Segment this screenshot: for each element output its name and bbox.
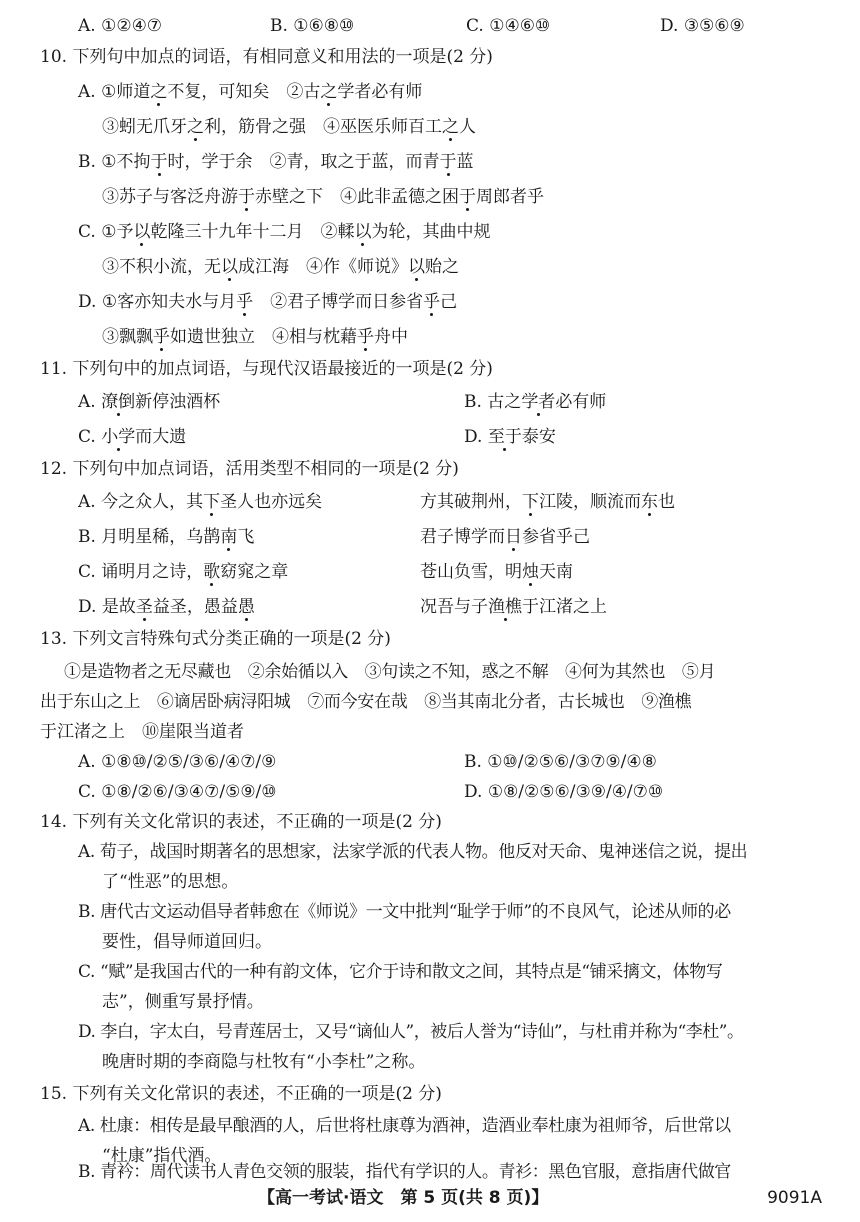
q10-option-b-line2: ③苏子与客泛舟游于赤壁之下 ④此非孟德之困于周郎者乎: [102, 187, 544, 207]
q14-option-c-line2: 志”，侧重写景抒情。: [102, 992, 264, 1012]
q10-option-a-line2: ③蚓无爪牙之利，筋骨之强 ④巫医乐师百工之人: [102, 117, 476, 137]
q12-option-d-right: 况吾与子渔樵于江渚之上: [420, 597, 607, 617]
q13-sentences-line2: 出于东山之上 ⑥谪居卧病浔阳城 ⑦而今安在哉 ⑧当其南北分者，古长城也 ⑨渔樵: [40, 692, 692, 712]
q15-option-b-line1: B. 青衿：周代读书人青色交领的服装，指代有学识的人。青衫：黑色官服，意指唐代做官: [78, 1162, 731, 1182]
q10-option-b-line1: B. ①不拘于时，学于余 ②青，取之于蓝，而青于蓝: [78, 152, 474, 172]
q13-option-c: C. ①⑧/②⑥/③④⑦/⑤⑨/⑩: [78, 782, 277, 802]
q10-option-c-line2: ③不积小流，无以成江海 ④作《师说》以贻之: [102, 257, 459, 277]
footer-title: 【高一考试·语文 第 5 页(共 8 页)】: [258, 1188, 549, 1208]
footer-code: 9091A: [767, 1188, 822, 1208]
q12-option-b-left: B. 月明星稀，乌鹊南飞: [78, 527, 255, 547]
q14-option-a-line1: A. 荀子，战国时期著名的思想家，法家学派的代表人物。他反对天命、鬼神迷信之说，提出: [78, 842, 748, 862]
q12-option-a-left: A. 今之众人，其下圣人也亦远矣: [78, 492, 323, 512]
q13-stem: 13. 下列文言特殊句式分类正确的一项是(2 分): [40, 629, 391, 649]
q14-option-d-line1: D. 李白，字太白，号青莲居士，又号“谪仙人”，被后人誉为“诗仙”，与杜甫并称为“李杜”。: [78, 1022, 744, 1042]
q13-option-b: B. ①⑩/②⑤⑥/③⑦⑨/④⑧: [464, 752, 657, 772]
q9-option-c: C. ①④⑥⑩: [466, 16, 551, 36]
q14-option-c-line1: C. “赋”是我国古代的一种有韵文体，它介于诗和散文之间，其特点是“铺采摛文，体物写: [78, 962, 723, 982]
q10-stem: 10. 下列句中加点的词语，有相同意义和用法的一项是(2 分): [40, 47, 493, 67]
q12-option-c-right: 苍山负雪，明烛天南: [420, 562, 573, 582]
q13-option-d: D. ①⑧/②⑤⑥/③⑨/④/⑦⑩: [464, 782, 664, 802]
q12-option-c-left: C. 诵明月之诗，歌窈窕之章: [78, 562, 289, 582]
q9-option-d: D. ③⑤⑥⑨: [660, 16, 745, 36]
q14-option-a-line2: 了“性恶”的思想。: [102, 872, 239, 892]
q15-option-a-line1: A. 杜康：相传是最早酿酒的人，后世将杜康尊为酒神，造酒业奉杜康为祖师爷，后世常以: [78, 1116, 731, 1136]
q12-option-b-right: 君子博学而日参省乎己: [420, 527, 590, 547]
q15-stem: 15. 下列有关文化常识的表述，不正确的一项是(2 分): [40, 1084, 442, 1104]
q13-sentences-line1: ①是造物者之无尽藏也 ②余始循以入 ③句读之不知，惑之不解 ④何为其然也 ⑤月: [64, 662, 716, 682]
q10-option-d-line1: D. ①客亦知夫水与月乎 ②君子博学而日参省乎己: [78, 292, 458, 312]
q9-option-a: A. ①②④⑦: [78, 16, 163, 36]
q14-stem: 14. 下列有关文化常识的表述，不正确的一项是(2 分): [40, 812, 442, 832]
q13-sentences-line3: 于江渚之上 ⑩崖限当道者: [40, 722, 244, 742]
q14-option-b-line1: B. 唐代古文运动倡导者韩愈在《师说》一文中批判“耻学于师”的不良风气，论述从师的必: [78, 902, 731, 922]
q13-option-a: A. ①⑧⑩/②⑤/③⑥/④⑦/⑨: [78, 752, 277, 772]
page-footer: [0, 1186, 860, 1210]
q10-option-d-line2: ③飘飘乎如遗世独立 ④相与枕藉乎舟中: [102, 327, 408, 347]
q11-option-d: D. 至于泰安: [464, 427, 556, 447]
q11-option-a: A. 潦倒新停浊酒杯: [78, 392, 221, 412]
q9-option-b: B. ①⑥⑧⑩: [270, 16, 355, 36]
q12-option-a-right: 方其破荆州，下江陵，顺流而东也: [420, 492, 675, 512]
q11-option-b: B. 古之学者必有师: [464, 392, 607, 412]
q15-option-a-line2: “杜康”指代酒。: [102, 1146, 222, 1166]
q12-stem: 12. 下列句中加点词语，活用类型不相同的一项是(2 分): [40, 459, 459, 479]
q12-option-d-left: D. 是故圣益圣，愚益愚: [78, 597, 255, 617]
q14-option-b-line2: 要性，倡导师道回归。: [102, 932, 272, 952]
q10-option-c-line1: C. ①予以乾隆三十九年十二月 ②輮以为轮，其曲中规: [78, 222, 491, 242]
q10-option-a-line1: A. ①师道之不复，可知矣 ②古之学者必有师: [78, 82, 423, 102]
q11-option-c: C. 小学而大遗: [78, 427, 187, 447]
q14-option-d-line2: 晚唐时期的李商隐与杜牧有“小李杜”之称。: [102, 1052, 426, 1072]
q11-stem: 11. 下列句中的加点词语，与现代汉语最接近的一项是(2 分): [40, 359, 493, 379]
